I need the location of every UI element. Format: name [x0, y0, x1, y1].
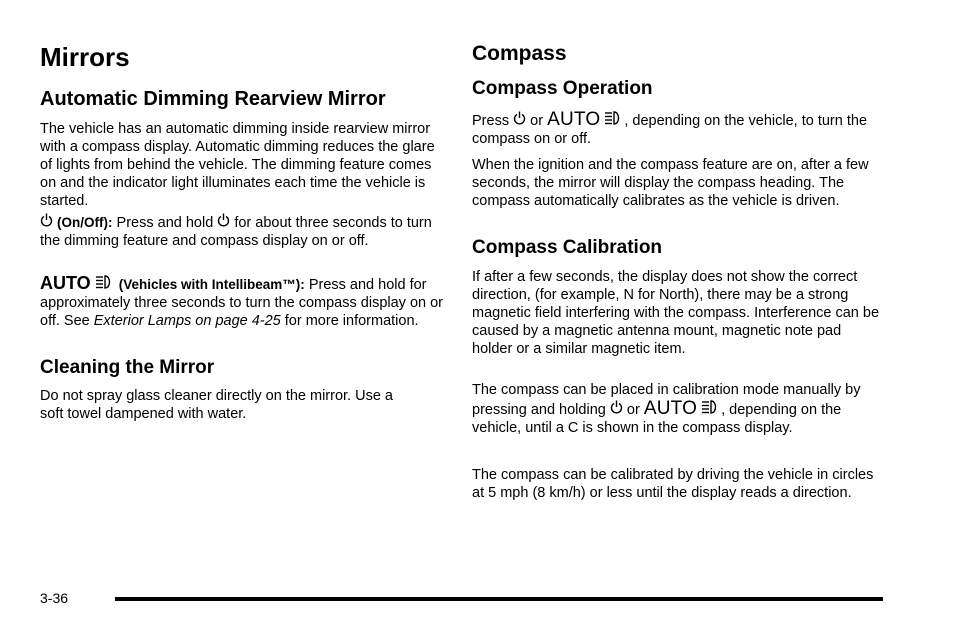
high-beam-icon	[701, 399, 721, 415]
intellibeam-paragraph	[40, 274, 445, 330]
high-beam-icon	[604, 110, 624, 126]
onoff-text-1: Press and hold	[116, 215, 214, 231]
footer-rule	[115, 597, 883, 601]
power-icon	[217, 213, 230, 228]
calibration-p2-text-1: The compass can be placed in calibration mode manually by pressing and holding	[472, 382, 861, 418]
exterior-lamps-link[interactable]: Exterior Lamps on page 4-25	[93, 313, 281, 329]
onoff-text-2: for about three seconds to turn the dimming feature and compass display on or off.	[40, 215, 432, 249]
auto-label: AUTO	[643, 398, 698, 419]
power-icon	[513, 111, 526, 126]
calibration-p2	[472, 381, 882, 437]
operation-or-text: or	[530, 113, 544, 129]
intellibeam-label: (Vehicles with Intellibeam™):	[118, 277, 305, 292]
page-title: Mirrors	[40, 42, 130, 72]
operation-press-text: Press	[472, 113, 510, 129]
section-heading-cleaning: Cleaning the Mirror	[40, 357, 215, 378]
onoff-label: (On/Off):	[57, 215, 113, 230]
cleaning-text: Do not spray glass cleaner directly on the mirror. Use a soft towel dampened with water.	[40, 388, 393, 422]
calibration-p1: If after a few seconds, the display does not show the correct direction, (for example, N for North), there may be a strong magnetic field interfering with the compass. Interference can be caused by a magnetic antenna mount, magnetic note pad holder or a similar magnetic item.	[472, 269, 880, 357]
auto-label: AUTO	[547, 109, 601, 130]
auto-dimming-intro: The vehicle has an automatic dimming inside rearview mirror with a compass display. Automatic dimming reduces the glare of lights from behind the vehicle. The dimming feature comes on and the indicator light illuminates each time the vehicle is started.	[40, 121, 435, 209]
section-heading-compass-operation: Compass Operation	[472, 78, 653, 99]
page-number: 3-36	[40, 590, 69, 606]
calibration-or-text: or	[626, 402, 640, 418]
section-heading-auto-dimming: Automatic Dimming Rearview Mirror	[40, 88, 386, 110]
power-icon	[610, 400, 623, 415]
intellibeam-text-2: for more information.	[284, 313, 419, 329]
section-heading-compass-calibration: Compass Calibration	[472, 237, 663, 258]
compass-operation-p2: When the ignition and the compass feature are on, after a few seconds, the mirror will display the compass heading. The compass automatically calibrates as the vehicle is driven.	[472, 157, 869, 209]
compass-operation-p1	[472, 110, 882, 148]
compass-title: Compass	[472, 42, 567, 65]
calibration-p2-text-2: , depending on the vehicle, until a C is shown in the compass display.	[472, 402, 842, 436]
auto-label: AUTO	[40, 273, 91, 293]
onoff-paragraph	[40, 213, 445, 250]
high-beam-icon	[95, 274, 115, 290]
intellibeam-text-1: Press and hold for approximately three seconds to turn the compass display on or off. See	[40, 277, 443, 329]
calibration-p3: The compass can be calibrated by driving the vehicle in circles at 5 mph (8 km/h) or less until the display reads a direction.	[472, 467, 874, 501]
power-icon	[40, 213, 53, 228]
operation-rest-text: , depending on the vehicle, to turn the compass on or off.	[472, 113, 868, 147]
